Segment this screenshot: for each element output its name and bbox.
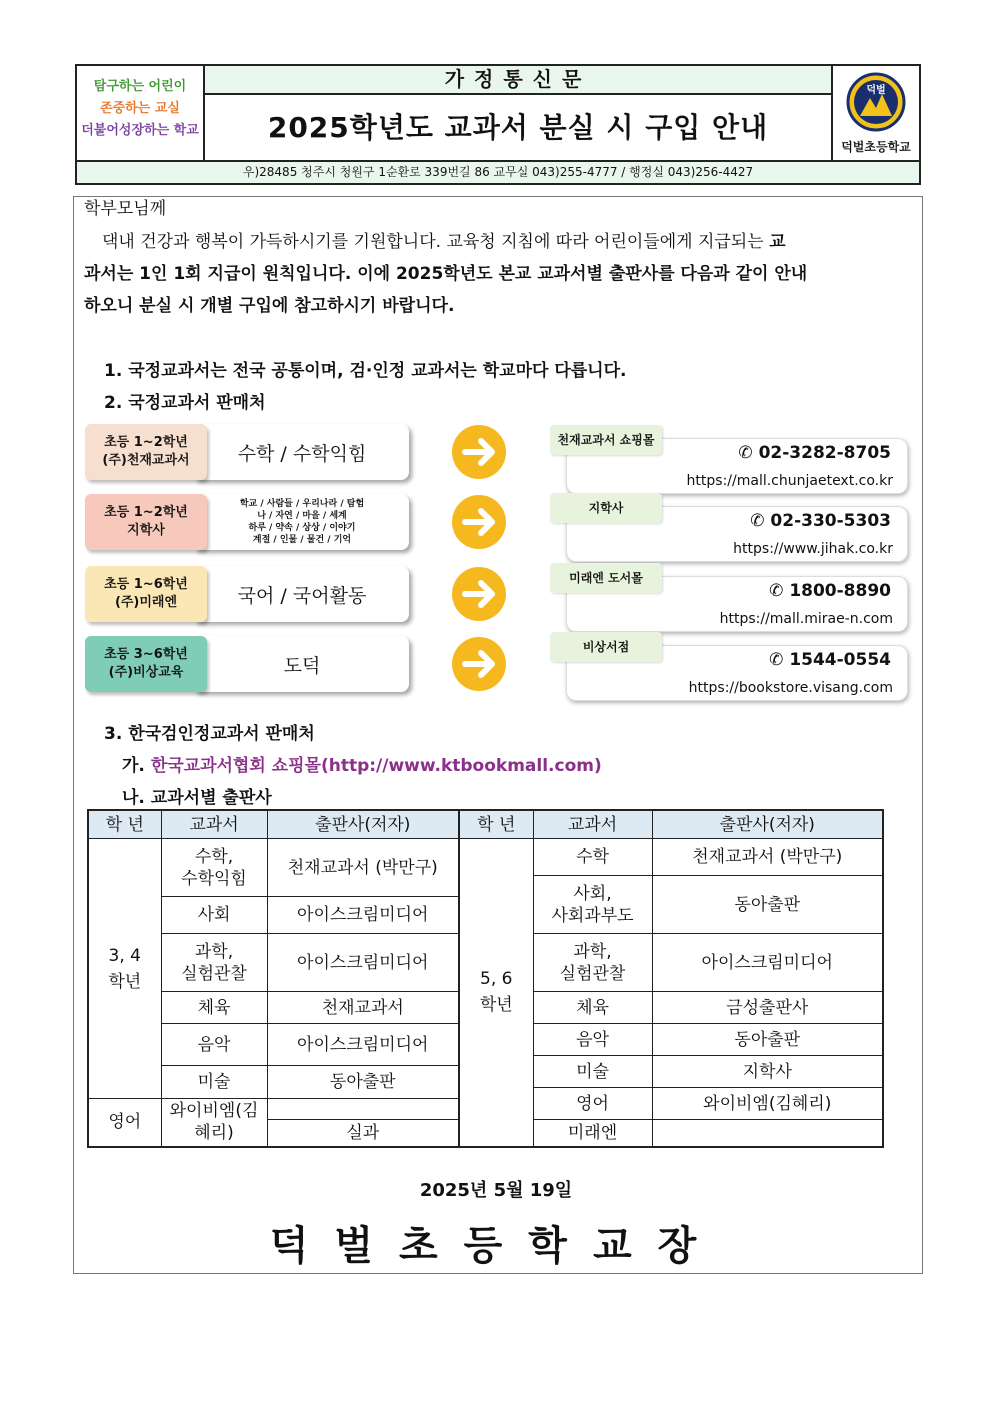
intro-line-1-bold: 교: [769, 232, 786, 252]
right-publisher-1: 천재교과서 (박만구): [652, 839, 883, 876]
right-subject-3-line-1: 과학,: [573, 941, 612, 962]
seller-2-subject-line-1: 학교 / 사람들 / 우리나라 / 탐험: [239, 499, 365, 509]
greeting: 학부모님께: [84, 199, 167, 219]
seller-2-subjects: [195, 494, 409, 550]
phone-icon: ✆: [750, 511, 765, 531]
seller-2-subject-line-4: 계절 / 인물 / 물건 / 기억: [252, 535, 352, 545]
arrow-right-icon: [451, 494, 507, 550]
arrow-right-icon: [451, 636, 507, 692]
left-subject-6: 미술: [161, 1066, 267, 1099]
seller-3-subjects: 국어 / 국어활동: [195, 566, 409, 622]
principal-signature: 덕벌초등학교장: [269, 1223, 723, 1269]
seller-4-subjects: 도덕: [195, 636, 409, 692]
school-emblem-block: [831, 66, 919, 160]
seller-2-phone: [750, 511, 891, 531]
section-2: 2. 국정교과서 판매처: [104, 393, 266, 413]
seller-2-subject-line-2: 나 / 자연 / 마을 / 세계: [257, 511, 347, 521]
section-3: 3. 한국검인정교과서 판매처: [104, 724, 315, 744]
left-subject-3-line-1: 과학,: [194, 941, 234, 962]
right-subject-6: 미술: [533, 1056, 652, 1088]
left-publisher-4: 천재교과서: [267, 992, 459, 1024]
left-subject-5: 음악: [161, 1024, 267, 1066]
emblem-text: 덕벌: [866, 85, 886, 96]
seller-3-grade: 초등 1~6학년: [104, 577, 188, 592]
seller-2-subject-line-3: 하루 / 약속 / 상상 / 이야기: [248, 523, 356, 533]
left-grade-cell: [88, 839, 161, 1099]
seller-2-shop-name: 지학사: [550, 493, 662, 523]
section-3a: [122, 751, 602, 776]
right-subject-7: 영어: [533, 1088, 652, 1120]
right-grade-cell: [459, 839, 533, 1147]
section-3b: 나. 교과서별 출판사: [122, 788, 272, 808]
right-publisher-4: 금성출판사: [652, 992, 883, 1024]
publisher-table: [87, 809, 884, 1148]
th-grade-left: 학 년: [88, 810, 161, 839]
seller-1-shop-name: 천재교과서 쇼핑몰: [550, 425, 662, 455]
left-grade-line-1: 3, 4: [108, 945, 141, 966]
school-address: 우)28485 청주시 청원구 1순환로 339번길 86 교무실 043)255-4777 / 행정실 043)256-4427: [77, 160, 919, 183]
phone-icon: ✆: [769, 650, 784, 670]
right-grade-line-1: 5, 6: [480, 969, 513, 990]
left-publisher-1: 천재교과서 (박만구): [267, 839, 459, 897]
left-subject-1: [161, 839, 267, 897]
left-publisher-3: 아이스크림미디어: [267, 934, 459, 992]
seller-1-url[interactable]: https://mall.chunjaetext.co.kr: [686, 473, 893, 489]
arrow-right-icon: [451, 424, 507, 480]
left-publisher-7: 와이비엠(김혜리): [161, 1099, 267, 1147]
th-publisher-right: 출판사(저자): [652, 810, 883, 839]
seller-2-publisher: 지학사: [127, 523, 165, 538]
seller-4-url[interactable]: https://bookstore.visang.com: [688, 680, 893, 696]
school-name-small: 덕벌초등학교: [841, 140, 911, 154]
table-row: [88, 839, 883, 876]
left-subject-1-line-2: 수학익힘: [181, 868, 247, 889]
slogan-line-3: 더불어성장하는 학교: [81, 123, 199, 138]
seller-1-subjects: 수학 / 수학익힘: [195, 424, 409, 480]
ktbookmall-link[interactable]: 한국교과서협회 쇼핑몰(http://www.ktbookmall.com): [150, 756, 602, 776]
right-publisher-8: 미래엔: [533, 1120, 652, 1147]
section-1: 1. 국정교과서는 전국 공통이며, 검·인정 교과서는 학교마다 다릅니다.: [104, 361, 627, 381]
seller-1-phone: [738, 443, 891, 463]
left-subject-1-line-1: 수학,: [194, 846, 234, 867]
right-publisher-6: 지학사: [652, 1056, 883, 1088]
left-subject-7: 영어: [88, 1099, 161, 1147]
right-subject-8: 실과: [267, 1120, 459, 1147]
seller-3-publisher: (주)미래엔: [114, 595, 178, 610]
right-publisher-3: 아이스크림미디어: [652, 934, 883, 992]
section-3a-prefix: 가.: [122, 756, 151, 776]
table-header-row: [88, 810, 883, 839]
slogan-line-2: 존중하는 교실: [100, 101, 180, 116]
left-grade-line-2: 학년: [108, 971, 142, 992]
right-subject-3: [533, 934, 652, 992]
seller-1-tag: [85, 424, 207, 480]
seller-3-phone-number: 1800-8890: [789, 581, 891, 601]
seller-3-url[interactable]: https://mall.mirae-n.com: [719, 611, 893, 627]
right-publisher-7: 와이비엠(김혜리): [652, 1088, 883, 1120]
th-publisher-left: 출판사(저자): [267, 810, 459, 839]
right-subject-5: 음악: [533, 1024, 652, 1056]
right-publisher-5: 동아출판: [652, 1024, 883, 1056]
issue-date: 2025년 5월 19일: [419, 1180, 573, 1201]
phone-icon: ✆: [769, 581, 784, 601]
left-subject-3-line-2: 실험관찰: [181, 963, 247, 984]
left-subject-2: 사회: [161, 897, 267, 934]
right-subject-4: 체육: [533, 992, 652, 1024]
newsletter-label: 가정통신문: [205, 66, 831, 95]
seller-4-phone-number: 1544-0554: [789, 650, 891, 670]
school-emblem-icon: [846, 72, 906, 132]
arrow-right-icon: [451, 566, 507, 622]
intro-line-1: [84, 226, 914, 258]
right-publisher-2: 동아출판: [652, 876, 883, 934]
left-publisher-5: 아이스크림미디어: [267, 1024, 459, 1066]
seller-1-phone-number: 02-3282-8705: [758, 443, 891, 463]
seller-4-grade: 초등 3~6학년: [104, 647, 188, 662]
school-slogan: [77, 66, 205, 160]
seller-2-url[interactable]: https://www.jihak.co.kr: [733, 541, 893, 557]
phone-icon: ✆: [738, 443, 753, 463]
right-grade-line-2: 학년: [479, 995, 513, 1016]
seller-3-tag: [85, 566, 207, 622]
left-subject-4: 체육: [161, 992, 267, 1024]
right-subject-3-line-2: 실험관찰: [559, 963, 626, 984]
left-publisher-2: 아이스크림미디어: [267, 897, 459, 934]
letter-header: [75, 64, 921, 185]
seller-4-shop-name: 비상서점: [550, 632, 662, 662]
right-subject-2-line-1: 사회,: [573, 883, 612, 904]
left-publisher-6: 동아출판: [267, 1066, 459, 1099]
intro-line-1-text: 댁내 건강과 행복이 가득하시기를 기원합니다. 교육청 지침에 따라 어린이들에게 지급되는: [102, 232, 770, 252]
right-subject-2-line-2: 사회과부도: [551, 905, 634, 926]
left-subject-3: [161, 934, 267, 992]
right-subject-1: 수학: [533, 839, 652, 876]
seller-1-publisher: (주)천재교과서: [102, 453, 190, 468]
seller-1-grade: 초등 1~2학년: [104, 435, 188, 450]
seller-2-grade: 초등 1~2학년: [104, 505, 188, 520]
th-grade-right: 학 년: [459, 810, 533, 839]
intro-line-2: 과서는 1인 1회 지급이 원칙입니다. 이에 2025학년도 본교 교과서별 출판사를 다음과 같이 안내: [84, 264, 808, 284]
seller-4-phone: [769, 650, 891, 670]
right-subject-2: [533, 876, 652, 934]
th-subject-right: 교과서: [533, 810, 652, 839]
slogan-line-1: 탐구하는 어린이: [93, 79, 187, 94]
document-title: 2025학년도 교과서 분실 시 구입 안내: [267, 111, 769, 144]
seller-3-shop-name: 미래엔 도서몰: [550, 563, 662, 593]
seller-2-tag: [85, 494, 207, 550]
seller-4-publisher: (주)비상교육: [108, 665, 184, 680]
seller-3-phone: [769, 581, 891, 601]
seller-2-phone-number: 02-330-5303: [770, 511, 891, 531]
seller-4-tag: [85, 636, 207, 692]
th-subject-left: 교과서: [161, 810, 267, 839]
intro-line-3: 하오니 분실 시 개별 구입에 참고하시기 바랍니다.: [84, 296, 455, 316]
